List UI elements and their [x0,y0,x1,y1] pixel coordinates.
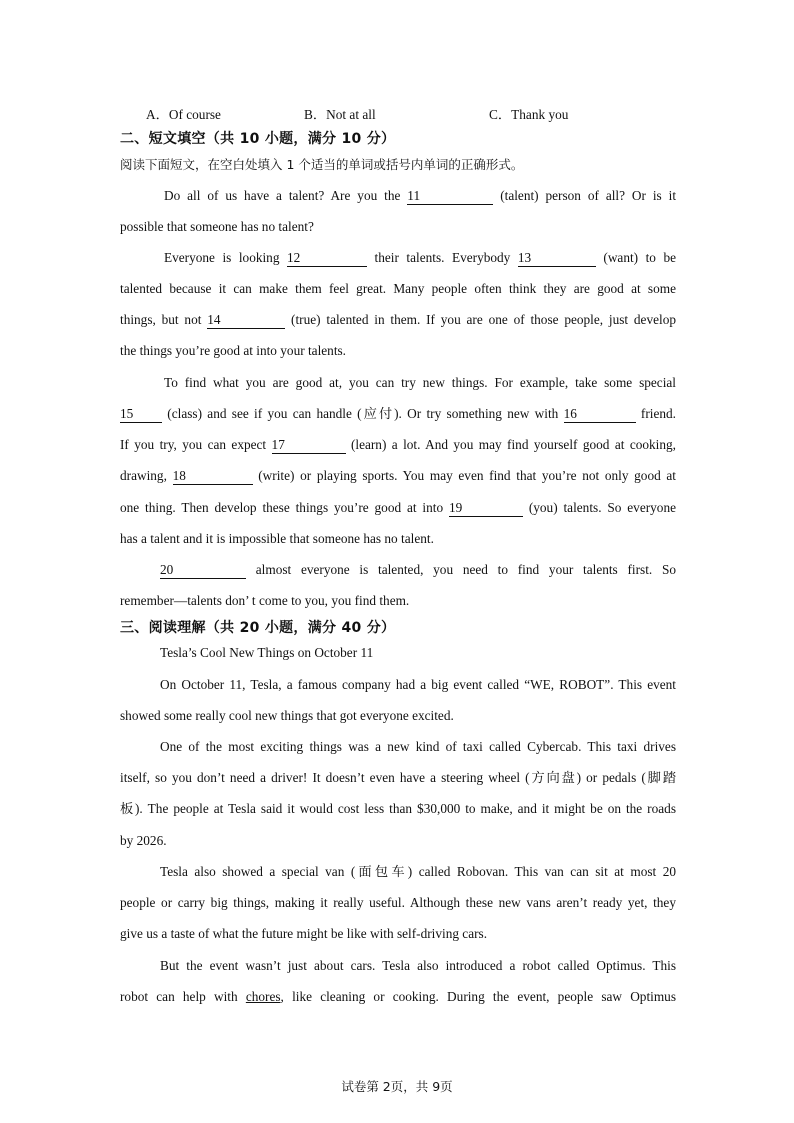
reading-line: robot can help with chores, like cleaning or cooking. During the event, people saw Optimus [120,989,676,1004]
cloze-line: has a talent and it is impossible that someone has no talent. [120,531,434,546]
cloze-line: 15 (class) and see if you can handle (应付). Or try something new with 16 friend. [120,406,676,421]
blank-18[interactable]: 18 [173,468,253,485]
reading-line: showed some really cool new things that got everyone excited. [120,708,454,723]
cloze-line: To find what you are good at, you can try new things. For example, take some special [164,375,676,390]
cloze-line: If you try, you can expect 17 (learn) a lot. And you may find yourself good at cooking, [120,437,676,452]
section-3-heading: 三、阅读理解（共 20 小题，满分 40 分） [120,620,396,636]
cloze-line: talented because it can make them feel great. Many people often think they are good at some [120,281,676,296]
option-a: A．Of course [146,107,221,122]
cloze-line: things, but not 14 (true) talented in them. If you are one of those people, just develop [120,312,676,327]
reading-line: One of the most exciting things was a new kind of taxi called Cybercab. This taxi drives [160,739,676,754]
cloze-line: 20 almost everyone is talented, you need to find your talents first. So [160,562,676,577]
underlined-word-chores: chores [245,989,281,1004]
reading-line: Tesla also showed a special van (面包车) called Robovan. This van can sit at most 20 [160,864,676,879]
cloze-line: Everyone is looking 12 their talents. Everybody 13 (want) to be [164,250,677,265]
cloze-line: the things you’re good at into your talents. [120,343,347,358]
reading-line: give us a taste of what the future might be like with self-driving cars. [120,926,488,941]
cloze-line: remember—talents don’ t come to you, you find them. [120,593,410,608]
page-footer: 试卷第 2页，共 9页 [341,1079,453,1094]
answer-options [146,104,746,122]
option-c: C．Thank you [489,107,569,122]
reading-line: 板). The people at Tesla said it would cost less than $30,000 to make, and it might be on the roads [120,801,676,816]
reading-line: people or carry big things, making it really useful. Although these new vans aren’t ready yet, they [120,895,676,910]
blank-20[interactable]: 20 [160,562,246,579]
cloze-line: drawing, 18 (write) or playing sports. You may even find that you’re not only good at [120,468,677,483]
blank-12[interactable]: 12 [287,250,367,267]
reading-title: Tesla’s Cool New Things on October 11 [160,645,374,660]
blank-16[interactable]: 16 [564,406,636,423]
reading-line: itself, so you don’t need a driver! It doesn’t even have a steering wheel (方向盘) or pedals (脚踏 [120,770,676,785]
reading-line: by 2026. [120,833,167,848]
blank-19[interactable]: 19 [449,500,523,517]
section-2-heading: 二、短文填空（共 10 小题，满分 10 分） [120,131,396,147]
blank-14[interactable]: 14 [207,312,285,329]
cloze-line: possible that someone has no talent? [120,219,314,234]
reading-line: On October 11, Tesla, a famous company had a big event called “WE, ROBOT”. This event [160,677,676,692]
blank-13[interactable]: 13 [518,250,596,267]
option-b: B．Not at all [304,107,376,122]
blank-17[interactable]: 17 [272,437,346,454]
reading-line: But the event wasn’t just about cars. Tesla also introduced a robot called Optimus. This [160,958,676,973]
cloze-line: Do all of us have a talent? Are you the 11 (talent) person of all? Or is it [164,188,677,203]
blank-15[interactable]: 15 [120,406,162,423]
cloze-line: one thing. Then develop these things you’re good at into 19 (you) talents. So everyone [120,500,676,515]
section-2-instruction: 阅读下面短文，在空白处填入 1 个适当的单词或括号内单词的正确形式。 [120,157,524,172]
blank-11[interactable]: 11 [407,188,493,205]
